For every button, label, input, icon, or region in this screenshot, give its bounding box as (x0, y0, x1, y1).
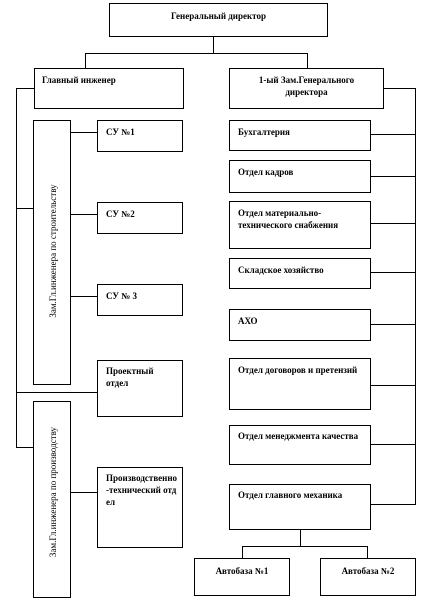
connector-accounting (371, 134, 416, 135)
connector-right-bus (415, 88, 416, 505)
node-su2 (97, 202, 183, 234)
connector-to-first-deputy (307, 53, 308, 68)
connector-su1 (71, 132, 97, 133)
node-hr (229, 160, 371, 193)
connector-hr (371, 176, 416, 177)
connector-autobase-horizontal (242, 546, 368, 547)
node-warehouse-label: Складское хозяйство (238, 265, 324, 275)
node-accounting (229, 120, 371, 151)
node-ceo (109, 3, 328, 37)
connector-top-horizontal (85, 53, 308, 54)
node-autobase2 (320, 558, 416, 596)
node-autobase1-label: Автобаза №1 (215, 566, 269, 576)
node-su3-label: СУ № 3 (106, 291, 138, 301)
node-chief-mechanic (229, 484, 371, 530)
node-su1-label: СУ №1 (106, 127, 135, 137)
node-production-dept-label: Производственно-технический отдел (106, 473, 178, 507)
connector-mechanic-down (300, 530, 301, 547)
node-chief-engineer (34, 68, 184, 109)
connector-aho (371, 324, 416, 325)
node-deputy-production (33, 401, 71, 598)
node-production-dept (97, 467, 183, 548)
node-ceo-label: Генеральный директор (171, 11, 266, 21)
connector-left-bus-stub (16, 88, 35, 89)
node-aho-label: АХО (238, 316, 258, 326)
node-accounting-label: Бухгалтерия (238, 127, 290, 137)
node-chief-mechanic-label: Отдел главного механика (238, 490, 343, 500)
connector-production-dept (71, 492, 97, 493)
connector-autobase2 (367, 546, 368, 558)
node-deputy-construction (33, 120, 71, 385)
connector-contracts (371, 385, 416, 386)
connector-logistics (371, 223, 416, 224)
connector-ceo-down (213, 37, 214, 54)
connector-to-chief-engineer (85, 53, 86, 68)
node-su3 (97, 284, 183, 316)
connector-left-bus (16, 88, 17, 447)
node-aho (229, 309, 371, 341)
node-logistics-label: Отдел материально-технического снабжения (238, 208, 339, 230)
node-hr-label: Отдел кадров (238, 167, 294, 177)
node-project-dept (97, 360, 183, 417)
node-first-deputy-label: 1-ый Зам.Генерального директора (258, 75, 355, 97)
connector-to-deputy-construction (16, 208, 33, 209)
node-warehouse (229, 258, 371, 289)
node-quality (229, 425, 371, 465)
connector-su3 (71, 296, 97, 297)
node-autobase1 (194, 558, 290, 596)
node-contracts-label: Отдел договоров и претензий (238, 365, 358, 375)
node-contracts (229, 358, 371, 410)
node-quality-label: Отдел менеджмента качества (238, 431, 359, 441)
node-chief-engineer-label: Главный инженер (42, 75, 116, 85)
connector-warehouse (371, 272, 416, 273)
connector-chief-mechanic (371, 504, 416, 505)
connector-su2 (71, 214, 97, 215)
node-first-deputy (229, 68, 384, 109)
node-project-dept-label: Проектный отдел (106, 366, 154, 388)
node-autobase2-label: Автобаза №2 (341, 566, 395, 576)
connector-quality (371, 444, 416, 445)
node-deputy-production-label: Зам.Гл.инженера по производству (48, 426, 58, 558)
node-deputy-construction-label: Зам.Гл.инженера по строительству (48, 184, 58, 318)
node-su1 (97, 120, 183, 152)
connector-autobase1 (242, 546, 243, 558)
connector-right-bus-stub (384, 88, 416, 89)
node-logistics (229, 201, 371, 249)
node-su2-label: СУ №2 (106, 209, 135, 219)
connector-to-deputy-production (16, 447, 33, 448)
